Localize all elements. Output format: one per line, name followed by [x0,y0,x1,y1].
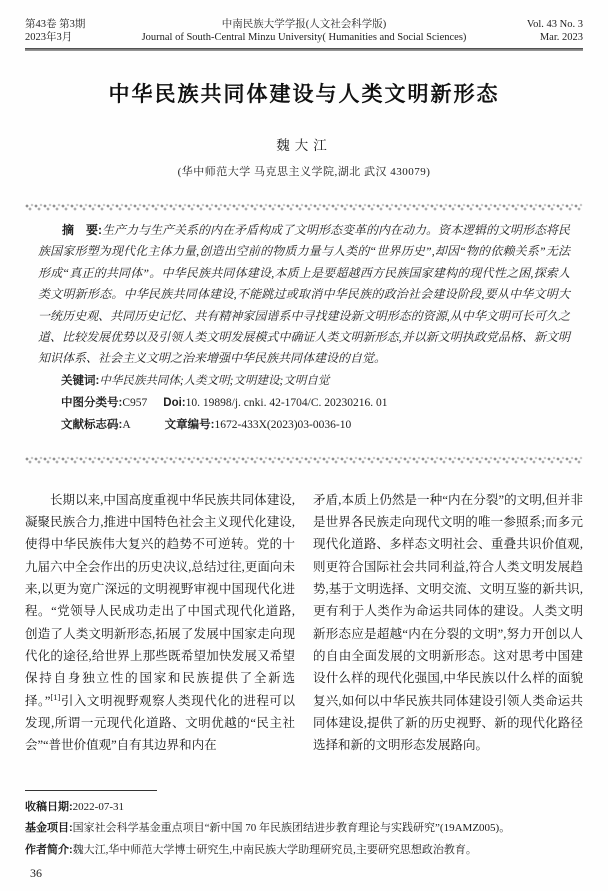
received-date-row [25,797,583,818]
fund-project-value: 国家社会科学基金重点项目“新中国 70 年民族团结进步教育理论与实践研究”(19AMZ005)。 [72,822,511,835]
issue-date-en: Mar. 2023 [539,32,583,43]
article-id-label: 文章编号: [164,418,215,431]
doi-label: Doi: [163,396,186,409]
doi-value: 10. 19898/j. cnki. 42-1704/C. 20230216. 01 [185,396,388,409]
volume-info-en: Vol. 43 No. 3 [526,19,583,30]
ornamental-border-top [25,203,583,212]
body-left-text-2: 引入文明视野观察人类现代化的进程可以发现,所谓一元现代化道路、文明优越的“民主社会”“普世价值观”自有其边界和内在 [25,693,295,753]
body-right-column [313,489,583,781]
author-name: 魏大江 [276,138,332,153]
journal-name-cn: 中南民族大学学报(人文社会科学版) [221,19,387,30]
journal-header [25,18,583,44]
issue-date-cn: 2023年3月 [25,32,73,43]
abstract-text: 生产力与生产关系的内在矛盾构成了文明形态变革的内在动力。资本逻辑的文明形态将民族国家形塑为现代化主体力量,创造出空前的物质力量与人类的“世界历史”,却因“物的依赖关系”无法形成“真正的共同体”。中华民族共同体建设,本质上是要超越西方民族国家建构的现代性之困,探索人类文明新形态。中华民族共同体建设,不能跳过或取消中华民族的政治社会建设阶段,要从中华文明大一统历史观、共同历史记忆、共有精神家园谱系中寻找建设新文明形态的资源,从中华文明可长可久之道、比较发展优势以及引领人类文明发展模式中确证人类文明新形态,并以新文明执政党品格、新文明知识体系、社会主义文明之治来增强中华民族共同体建设的自觉。 [38,223,571,366]
fund-project-label: 基金项目: [25,822,73,835]
fund-project-row [25,818,583,839]
body-left-text-1: 长期以来,中国高度重视中华民族共同体建设,凝聚民族合力,推进中国特色社会主义现代化建设,使得中华民族伟大复兴的趋势不可逆转。党的十九届六中全会作出的历史决议,总结过往,更面向未来,以更为宽广深远的文明视野审视中国现代化进程。“党领导人民成功走出了中国式现代化道路,创造了人类文明新形态,拓展了发展中国家走向现代化的途径,给世界上那些既希望加快发展又希望保持自身独立性的国家和民族提供了全新选择。” [25,492,295,708]
footnote-divider [25,790,157,791]
author-bio-label: 作者简介: [25,843,73,856]
article-id-value: 1672-433X(2023)03-0036-10 [214,418,352,431]
body-left-column [25,489,295,781]
abstract-paragraph [38,220,570,370]
classification-row [38,392,570,414]
header-divider [25,48,583,51]
clc-value: C957 [122,396,148,409]
author-affiliation: (华中师范大学 马克思主义学院,湖北 武汉 430079) [177,166,431,178]
footnote-block [25,790,583,881]
abstract-label: 摘 要: [62,223,102,237]
received-date-value: 2022-07-31 [72,801,124,813]
keywords-text: 中华民族共同体;人类文明;文明建设;文明自觉 [99,374,330,387]
journal-name-en: Journal of South-Central Minzu University( Humanities and Social Sciences) [141,32,467,43]
doc-code-value: A [122,418,131,431]
body-paragraph-right: 矛盾,本质上仍然是一种“内在分裂”的文明,但并非是世界各民族走向现代文明的唯一参照系;而多元现代化道路、多样态文明社会、重叠共识价值观,则更符合国际社会共同利益,符合人类文明发展趋势,基于文明选择、文明交流、文明互鉴的新共识,更有利于人类作为命运共同体的建设。人类文明新形态应是超越“内在分裂的文明”,努力开创以人的自由全面发展的文明新形态。这对思考中国建设什么样的现代化强国,中华民族以什么样的面貌复兴,如何以中华民族共同体建设引领人类命运共同体建设,提供了新的历史视野、新的现代化路径选择和新的文明形态发展路向。 [313,492,583,753]
author-bio-value: 魏大江,华中师范大学博士研究生,中南民族大学助理研究员,主要研究思想政治教育。 [72,843,477,856]
author-bio-row [25,840,583,861]
body-paragraph-left [25,489,295,757]
abstract-block [25,220,583,436]
clc-label: 中图分类号: [61,396,123,409]
article-title: 中华民族共同体建设与人类文明新形态 [108,82,500,106]
page-number: 36 [30,865,42,880]
citation-ref-1: [1] [50,691,61,702]
received-date-label: 收稿日期: [25,801,73,813]
body-columns [25,489,583,781]
keywords-label: 关键词: [61,374,100,387]
issue-info-cn: 第43卷 第3期 [25,19,86,30]
keywords-row [38,370,570,392]
doc-code-label: 文献标志码: [61,418,123,431]
doc-code-row [38,414,570,436]
ornamental-border-bottom [25,456,583,465]
